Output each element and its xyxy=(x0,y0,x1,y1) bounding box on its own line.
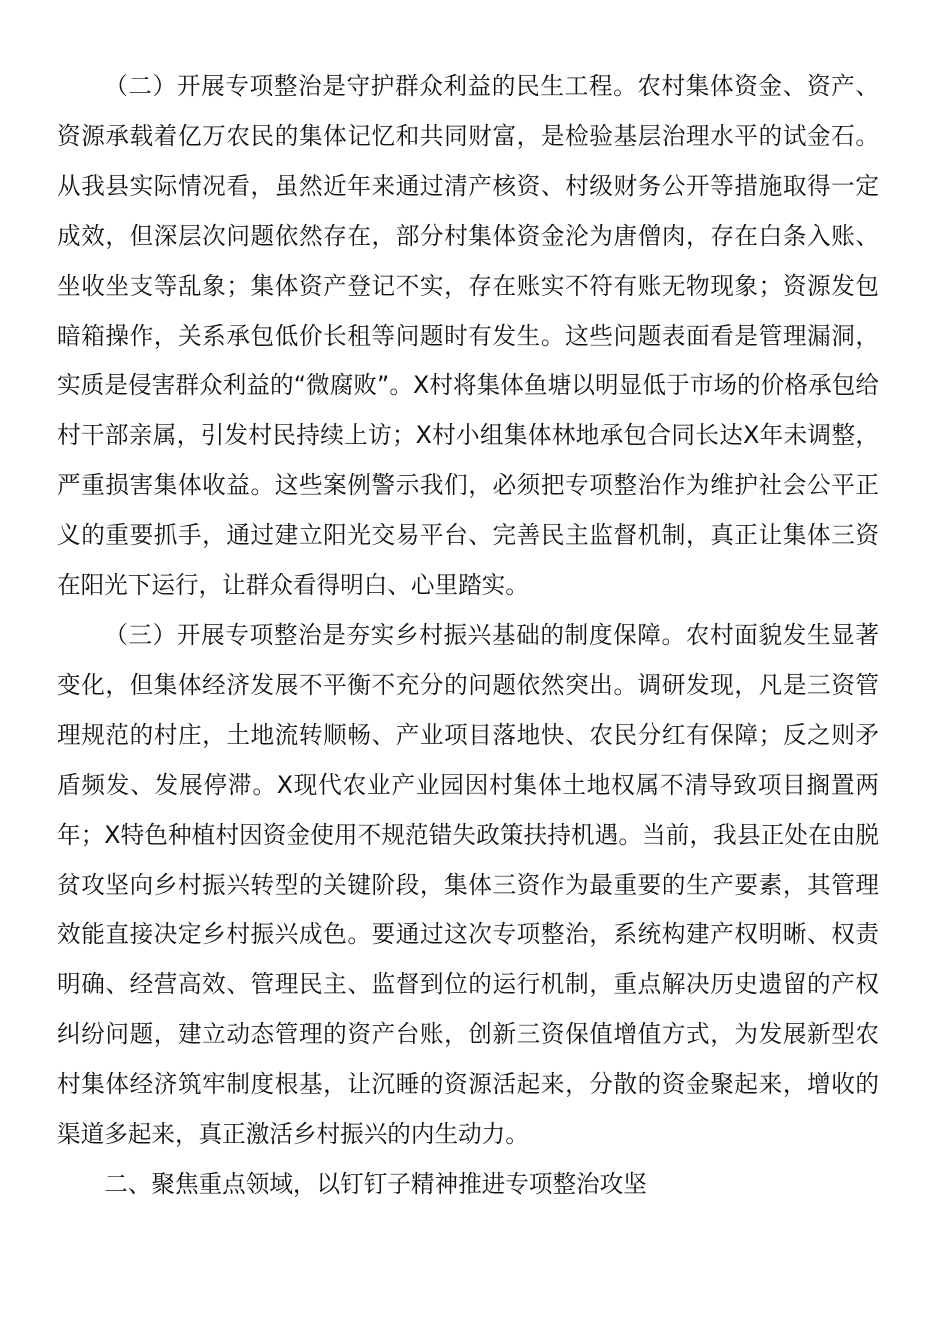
paragraph-2: （二）开展专项整治是守护群众利益的民生工程。农村集体资金、资产、资源承载着亿万农民的集体记忆和共同财富，是检验基层治理水平的试金石。从我县实际情况看，虽然近年来通过清产核资、村级财务公开等措施取得一定成效，但深层次问题依然存在，部分村集体资金沦为唐僧肉，存在白条入账、坐收坐支等乱象；集体资产登记不实，存在账实不符有账无物现象；资源发包暗箱操作，关系承包低价长租等问题时有发生。这些问题表面看是管理漏洞，实质是侵害群众利益的“微腐败”。X村将集体鱼塘以明显低于市场的价格承包给村干部亲属，引发村民持续上访；X村小组集体林地承包合同长达X年未调整，严重损害集体收益。这些案例警示我们，必须把专项整治作为维护社会公平正义的重要抓手，通过建立阳光交易平台、完善民主监督机制，真正让集体三资在阳光下运行，让群众看得明白、心里踏实。 xyxy=(57,72,879,600)
paragraph-3: （三）开展专项整治是夯实乡村振兴基础的制度保障。农村面貌发生显著变化，但集体经济发展不平衡不充分的问题依然突出。调研发现，凡是三资管理规范的村庄，土地流转顺畅、产业项目落地快、农民分红有保障；反之则矛盾频发、发展停滞。X现代农业产业园因村集体土地权属不清导致项目搁置两年；X特色种植村因资金使用不规范错失政策扶持机遇。当前，我县正处在由脱贫攻坚向乡村振兴转型的关键阶段，集体三资作为最重要的生产要素，其管理效能直接决定乡村振兴成色。要通过这次专项整治，系统构建产权明晰、权责明确、经营高效、管理民主、监督到位的运行机制，重点解决历史遗留的产权纠纷问题，建立动态管理的资产台账，创新三资保值增值方式，为发展新型农村集体经济筑牢制度根基，让沉睡的资源活起来，分散的资金聚起来，增收的渠道多起来，真正激活乡村振兴的内生动力。 xyxy=(57,620,879,1149)
section-heading: 二、聚焦重点领域，以钉钉子精神推进专项整治攻坚 xyxy=(104,1169,647,1198)
document-page xyxy=(57,62,879,1210)
